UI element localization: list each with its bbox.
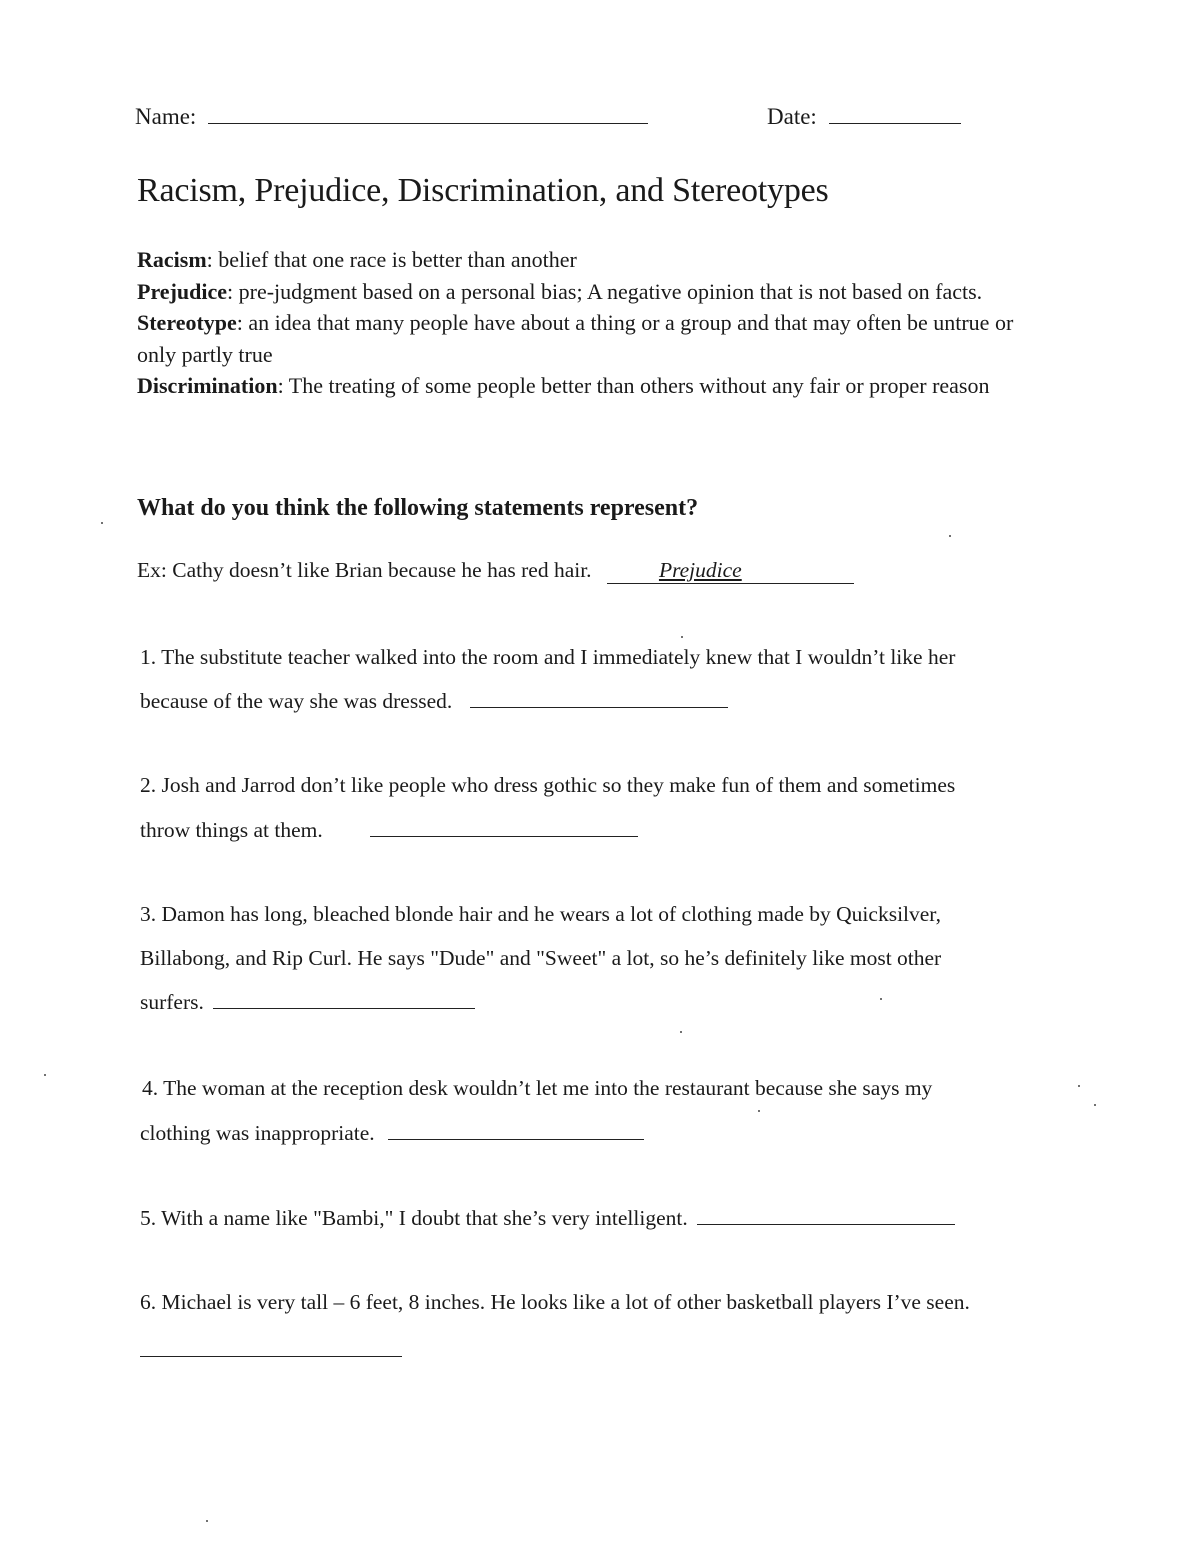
name-field bbox=[135, 104, 648, 130]
question-6-answer-row bbox=[140, 1338, 402, 1363]
question-6-answer-line[interactable] bbox=[140, 1338, 402, 1357]
question-2-text: throw things at them. bbox=[140, 818, 323, 842]
example-line bbox=[137, 558, 854, 584]
definition-text: : belief that one race is better than another bbox=[206, 247, 577, 272]
question-5-answer-line[interactable] bbox=[697, 1206, 955, 1225]
name-label: Name: bbox=[135, 104, 197, 129]
scan-speck bbox=[681, 636, 683, 638]
date-label: Date: bbox=[767, 104, 817, 129]
date-field bbox=[767, 104, 961, 130]
question-1-text: because of the way she was dressed. bbox=[140, 689, 453, 713]
question-4-line-2 bbox=[140, 1121, 644, 1146]
question-heading: What do you think the following statements represent? bbox=[137, 495, 699, 521]
definition-stereotype bbox=[137, 307, 1057, 370]
question-1-line-1: 1. The substitute teacher walked into the room and I immediately knew that I wouldn’t like her bbox=[140, 645, 956, 669]
definition-text: : an idea that many people have about a thing or a group and that may often be untrue or only partly true bbox=[137, 310, 1014, 367]
scan-speck bbox=[680, 1031, 682, 1033]
definition-prejudice bbox=[137, 276, 1057, 308]
question-2-answer-line[interactable] bbox=[370, 818, 638, 837]
question-3-text: surfers. bbox=[140, 990, 204, 1014]
question-2-line-2 bbox=[140, 818, 638, 843]
definition-term: Racism bbox=[137, 247, 207, 272]
question-2-line-1: 2. Josh and Jarrod don’t like people who dress gothic so they make fun of them and sometimes bbox=[140, 773, 956, 797]
question-3-line-3 bbox=[140, 990, 475, 1015]
scan-speck bbox=[44, 1074, 46, 1076]
definition-text: : pre-judgment based on a personal bias; A negative opinion that is not based on facts. bbox=[227, 278, 983, 304]
question-1-answer-line[interactable] bbox=[470, 689, 728, 708]
definition-term: Stereotype bbox=[137, 310, 237, 335]
definition-discrimination bbox=[137, 370, 1057, 402]
definition-term: Discrimination bbox=[137, 373, 278, 398]
question-1-line-2 bbox=[140, 689, 728, 714]
question-5-line bbox=[140, 1206, 955, 1231]
question-4-answer-line[interactable] bbox=[388, 1121, 644, 1140]
definition-text: : The treating of some people better than others without any fair or proper reason bbox=[277, 373, 990, 398]
example-answer bbox=[607, 558, 854, 584]
question-4-text: clothing was inappropriate. bbox=[140, 1121, 375, 1145]
question-3-answer-line[interactable] bbox=[213, 990, 475, 1009]
question-3-line-2: Billabong, and Rip Curl. He says "Dude" and "Sweet" a lot, so he’s definitely like most other bbox=[140, 946, 942, 970]
example-text: Ex: Cathy doesn’t like Brian because he has red hair. bbox=[137, 558, 592, 582]
question-6-line: 6. Michael is very tall – 6 feet, 8 inches. He looks like a lot of other basketball players I’ve seen. bbox=[140, 1290, 970, 1314]
definition-term: Prejudice bbox=[137, 278, 228, 304]
question-5-text: 5. With a name like "Bambi," I doubt that she’s very intelligent. bbox=[140, 1206, 688, 1230]
scan-speck bbox=[1094, 1104, 1096, 1106]
question-4-line-1: 4. The woman at the reception desk wouldn’t let me into the restaurant because she says my bbox=[142, 1076, 933, 1100]
scan-speck bbox=[101, 522, 103, 524]
example-answer-text: Prejudice bbox=[658, 558, 742, 582]
scan-speck bbox=[758, 1110, 760, 1112]
date-input-line[interactable] bbox=[829, 105, 961, 124]
scan-speck bbox=[880, 998, 882, 1000]
scan-speck bbox=[206, 1520, 208, 1522]
scan-speck bbox=[1078, 1085, 1080, 1087]
definitions-block bbox=[137, 244, 1057, 402]
page-title: Racism, Prejudice, Discrimination, and Stereotypes bbox=[137, 172, 829, 209]
name-input-line[interactable] bbox=[208, 105, 648, 124]
question-3-line-1: 3. Damon has long, bleached blonde hair and he wears a lot of clothing made by Quicksilver, bbox=[140, 902, 941, 926]
definition-racism bbox=[137, 244, 1057, 276]
scan-speck bbox=[949, 535, 951, 537]
